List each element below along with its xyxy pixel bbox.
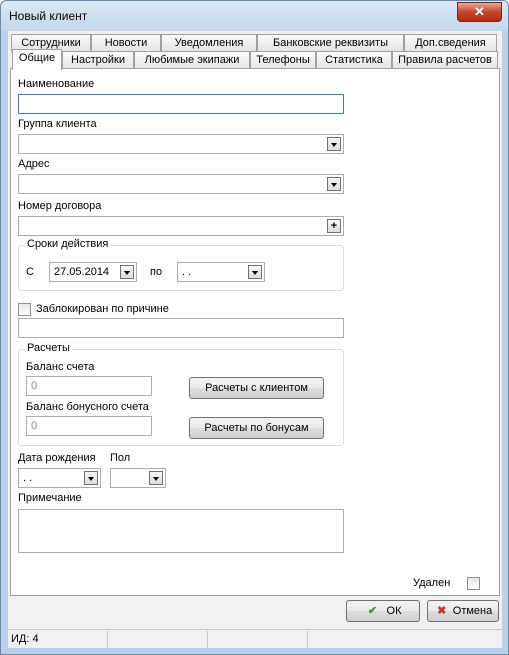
birth-date-picker[interactable] xyxy=(18,468,101,488)
tab-general[interactable]: Общие xyxy=(12,49,62,70)
close-icon: ✕ xyxy=(474,4,485,19)
status-cell-3 xyxy=(208,631,308,648)
cancel-button[interactable] xyxy=(427,600,499,622)
blocked-reason-input[interactable] xyxy=(18,318,344,338)
check-icon: ✔ xyxy=(367,605,378,617)
contract-input[interactable] xyxy=(18,216,344,236)
dialog-body xyxy=(8,31,502,648)
window-title: Новый клиент xyxy=(9,9,88,23)
birth-date-value: . . xyxy=(23,472,33,484)
status-cell-id xyxy=(8,631,108,648)
tab-payment-rules[interactable]: Правила расчетов xyxy=(392,51,498,69)
name-input[interactable] xyxy=(18,94,344,114)
chevron-down-icon[interactable] xyxy=(120,265,134,279)
blocked-label: Заблокирован по причине xyxy=(36,303,169,315)
payments-title: Расчеты xyxy=(27,342,70,354)
note-textarea[interactable] xyxy=(18,509,344,553)
tab-settings[interactable]: Настройки xyxy=(62,51,134,69)
name-label: Наименование xyxy=(18,78,95,90)
bonus-balance-label: Баланс бонусного счета xyxy=(26,401,149,413)
chevron-down-icon[interactable] xyxy=(248,265,262,279)
ok-button[interactable] xyxy=(346,600,420,622)
title-bar xyxy=(1,1,508,31)
tab-employees[interactable]: Сотрудники xyxy=(11,34,91,52)
client-payments-button[interactable]: Расчеты с клиентом xyxy=(189,377,324,399)
group-select[interactable] xyxy=(18,134,344,154)
tab-extra-info[interactable]: Доп.сведения xyxy=(404,34,497,52)
bonus-balance-input[interactable]: 0 xyxy=(26,416,152,436)
validity-to-label: по xyxy=(150,266,163,278)
cancel-label: Отмена xyxy=(452,605,493,617)
tab-phones[interactable]: Телефоны xyxy=(250,51,316,69)
client-id-text: ИД: 4 xyxy=(11,633,39,645)
payments-group xyxy=(18,342,344,446)
status-cell-2 xyxy=(108,631,208,648)
gender-label: Пол xyxy=(110,452,131,464)
group-label: Группа клиента xyxy=(18,118,97,130)
tab-bank-details[interactable]: Банковские реквизиты xyxy=(257,34,404,52)
balance-label: Баланс счета xyxy=(26,361,95,373)
balance-input[interactable]: 0 xyxy=(26,376,152,396)
contract-label: Номер договора xyxy=(18,200,102,212)
address-select[interactable] xyxy=(18,174,344,194)
validity-to-value: . . xyxy=(182,266,192,278)
validity-from-value: 27.05.2014 xyxy=(54,266,110,278)
tab-statistics[interactable]: Статистика xyxy=(316,51,392,69)
ok-label: ОК xyxy=(386,605,402,617)
blocked-checkbox[interactable] xyxy=(18,303,31,316)
tab-favorite-crews[interactable]: Любимые экипажи xyxy=(134,51,250,69)
chevron-down-icon[interactable] xyxy=(327,177,341,191)
validity-group xyxy=(18,238,344,291)
cross-icon: ✖ xyxy=(437,605,447,617)
gender-select[interactable] xyxy=(110,468,166,488)
note-label: Примечание xyxy=(18,492,82,504)
deleted-label: Удален xyxy=(413,577,451,589)
chevron-down-icon[interactable] xyxy=(84,471,98,485)
chevron-down-icon[interactable] xyxy=(149,471,163,485)
status-bar xyxy=(8,629,502,648)
close-button[interactable] xyxy=(457,2,502,22)
tab-notifications[interactable]: Уведомления xyxy=(161,34,257,52)
address-label: Адрес xyxy=(18,158,50,170)
tab-news[interactable]: Новости xyxy=(91,34,161,52)
general-tab-panel xyxy=(10,68,500,596)
validity-from-label: С xyxy=(26,266,34,278)
bonus-payments-button[interactable]: Расчеты по бонусам xyxy=(189,417,324,439)
chevron-down-icon[interactable] xyxy=(327,137,341,151)
validity-from-date[interactable] xyxy=(49,262,137,282)
validity-to-date[interactable] xyxy=(177,262,265,282)
plus-icon[interactable]: + xyxy=(327,219,341,233)
deleted-checkbox[interactable] xyxy=(467,577,480,590)
birth-date-label: Дата рождения xyxy=(18,452,96,464)
validity-title: Сроки действия xyxy=(27,238,109,250)
